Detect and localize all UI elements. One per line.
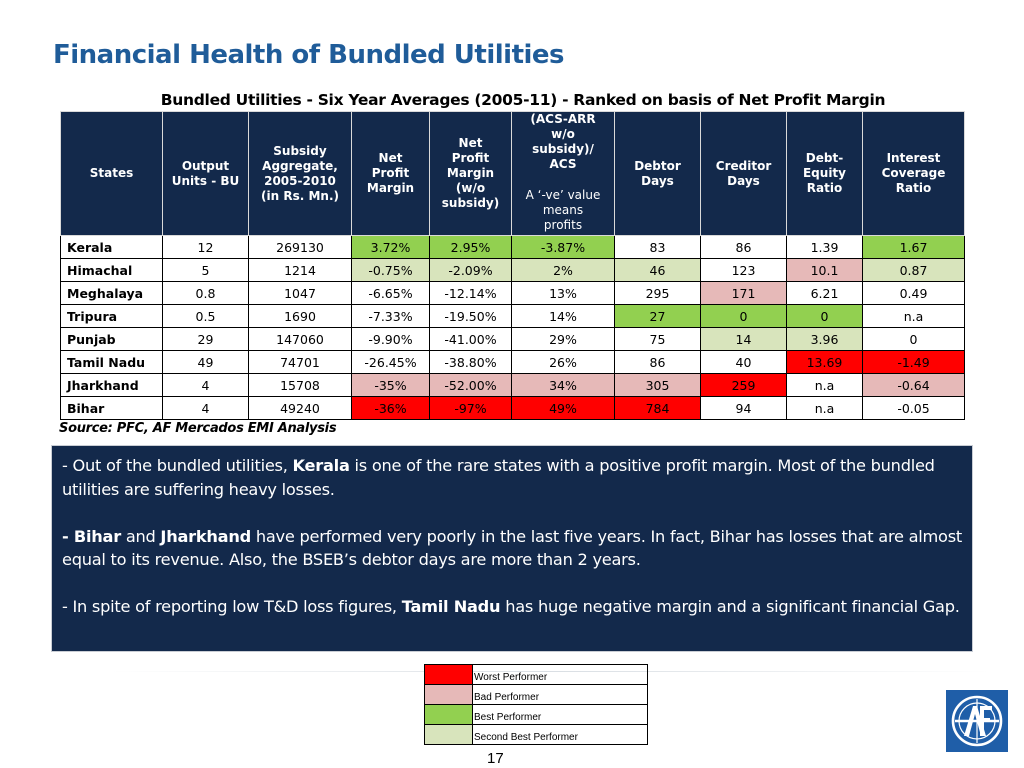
table-cell: 34%	[512, 374, 615, 397]
table-cell: 86	[701, 236, 787, 259]
legend-item	[425, 685, 648, 705]
table-cell: 0	[863, 328, 965, 351]
table-cell: 2.95%	[430, 236, 512, 259]
column-header: Net Profit Margin (w/o subsidy)	[430, 112, 512, 236]
legend-label: Bad Performer	[473, 685, 648, 705]
table-cell: 14	[701, 328, 787, 351]
table-row	[61, 305, 965, 328]
table-cell: 75	[615, 328, 701, 351]
state-name: Tripura	[61, 305, 163, 328]
table-cell: 0.5	[163, 305, 249, 328]
table-row	[61, 351, 965, 374]
table-cell: -35%	[352, 374, 430, 397]
column-header: Debt- Equity Ratio	[787, 112, 863, 236]
column-header: Debtor Days	[615, 112, 701, 236]
table-cell: 5	[163, 259, 249, 282]
table-cell: 14%	[512, 305, 615, 328]
state-name: Kerala	[61, 236, 163, 259]
table-cell: 15708	[249, 374, 352, 397]
legend-label: Worst Performer	[473, 665, 648, 685]
table-cell: 1214	[249, 259, 352, 282]
column-header: Net Profit Margin	[352, 112, 430, 236]
legend-swatch	[425, 665, 473, 685]
table-cell: 3.72%	[352, 236, 430, 259]
table-row	[61, 236, 965, 259]
table-cell: 305	[615, 374, 701, 397]
column-header: (ACS-ARR w/o subsidy)/ ACS A ‘-ve’ value means profits	[512, 112, 615, 236]
table-cell: 3.96	[787, 328, 863, 351]
source-note: Source: PFC, AF Mercados EMI Analysis	[59, 421, 337, 436]
table-cell: 0	[787, 305, 863, 328]
table-cell: 40	[701, 351, 787, 374]
table-cell: -0.75%	[352, 259, 430, 282]
table-cell: 10.1	[787, 259, 863, 282]
table-cell: 49	[163, 351, 249, 374]
commentary-bihar-jharkhand: - Bihar and Jharkhand have performed very poorly in the last five years. In fact, Bihar has losses that are almost equal to its revenue. Also, the BSEB’s debtor days are more than 2 years.	[62, 526, 962, 569]
page-title: Financial Health of Bundled Utilities	[53, 40, 565, 70]
table-cell: -19.50%	[430, 305, 512, 328]
commentary-panel	[52, 446, 972, 651]
table-cell: 13.69	[787, 351, 863, 374]
table-cell: -1.49	[863, 351, 965, 374]
legend-label: Second Best Performer	[473, 725, 648, 745]
table-cell: n.a	[863, 305, 965, 328]
table-row	[61, 259, 965, 282]
table-cell: 49240	[249, 397, 352, 420]
table-cell: 12	[163, 236, 249, 259]
table-cell: 123	[701, 259, 787, 282]
table-cell: 26%	[512, 351, 615, 374]
state-name: Jharkhand	[61, 374, 163, 397]
legend-swatch	[425, 725, 473, 745]
utilities-table	[60, 111, 965, 420]
table-cell: -97%	[430, 397, 512, 420]
state-name: Punjab	[61, 328, 163, 351]
table-row	[61, 328, 965, 351]
table-cell: 0.49	[863, 282, 965, 305]
table-cell: 269130	[249, 236, 352, 259]
table-cell: 0.87	[863, 259, 965, 282]
table-cell: 1047	[249, 282, 352, 305]
table-cell: 1690	[249, 305, 352, 328]
table-cell: -38.80%	[430, 351, 512, 374]
column-header: Interest Coverage Ratio	[863, 112, 965, 236]
table-row	[61, 282, 965, 305]
table-subtitle: Bundled Utilities - Six Year Averages (2005-11) - Ranked on basis of Net Profit Margin	[160, 91, 886, 109]
column-header: Subsidy Aggregate, 2005-2010 (in Rs. Mn.)	[249, 112, 352, 236]
state-name: Meghalaya	[61, 282, 163, 305]
table-cell: 171	[701, 282, 787, 305]
commentary-kerala: - Out of the bundled utilities, Kerala is one of the rare states with a positive profit margin. Most of the bundled utilities are suffering heavy losses.	[62, 456, 935, 499]
table-cell: 46	[615, 259, 701, 282]
table-cell: 295	[615, 282, 701, 305]
table-cell: 83	[615, 236, 701, 259]
column-header: Output Units - BU	[163, 112, 249, 236]
legend-swatch	[425, 685, 473, 705]
table-row	[61, 374, 965, 397]
table-cell: 2%	[512, 259, 615, 282]
commentary-tamil-nadu: - In spite of reporting low T&D loss figures, Tamil Nadu has huge negative margin and a significant financial Gap.	[62, 597, 960, 616]
table-cell: -0.64	[863, 374, 965, 397]
table-cell: -0.05	[863, 397, 965, 420]
table-cell: 94	[701, 397, 787, 420]
table-cell: -36%	[352, 397, 430, 420]
legend-item	[425, 665, 648, 685]
table-cell: 6.21	[787, 282, 863, 305]
state-name: Tamil Nadu	[61, 351, 163, 374]
table-cell: -12.14%	[430, 282, 512, 305]
table-cell: 27	[615, 305, 701, 328]
table-cell: 0.8	[163, 282, 249, 305]
table-cell: -41.00%	[430, 328, 512, 351]
table-cell: -2.09%	[430, 259, 512, 282]
af-mercados-logo-icon	[946, 690, 1008, 752]
table-cell: n.a	[787, 374, 863, 397]
legend-label: Best Performer	[473, 705, 648, 725]
legend-swatch	[425, 705, 473, 725]
table-cell: 4	[163, 374, 249, 397]
table-cell: -26.45%	[352, 351, 430, 374]
table-cell: 29%	[512, 328, 615, 351]
table-cell: 147060	[249, 328, 352, 351]
table-cell: 1.39	[787, 236, 863, 259]
color-legend	[424, 664, 648, 745]
table-cell: 13%	[512, 282, 615, 305]
state-name: Himachal	[61, 259, 163, 282]
table-cell: n.a	[787, 397, 863, 420]
column-header: States	[61, 112, 163, 236]
table-header-row	[61, 112, 965, 236]
table-cell: 86	[615, 351, 701, 374]
table-cell: -9.90%	[352, 328, 430, 351]
table-cell: 74701	[249, 351, 352, 374]
table-cell: 29	[163, 328, 249, 351]
table-cell: -6.65%	[352, 282, 430, 305]
page-number: 17	[487, 750, 504, 767]
state-name: Bihar	[61, 397, 163, 420]
table-cell: -3.87%	[512, 236, 615, 259]
table-cell: 4	[163, 397, 249, 420]
table-row	[61, 397, 965, 420]
table-cell: -7.33%	[352, 305, 430, 328]
legend-item	[425, 705, 648, 725]
table-cell: -52.00%	[430, 374, 512, 397]
table-cell: 49%	[512, 397, 615, 420]
table-cell: 0	[701, 305, 787, 328]
legend-item	[425, 725, 648, 745]
table-cell: 259	[701, 374, 787, 397]
table-cell: 784	[615, 397, 701, 420]
table-cell: 1.67	[863, 236, 965, 259]
column-header: Creditor Days	[701, 112, 787, 236]
